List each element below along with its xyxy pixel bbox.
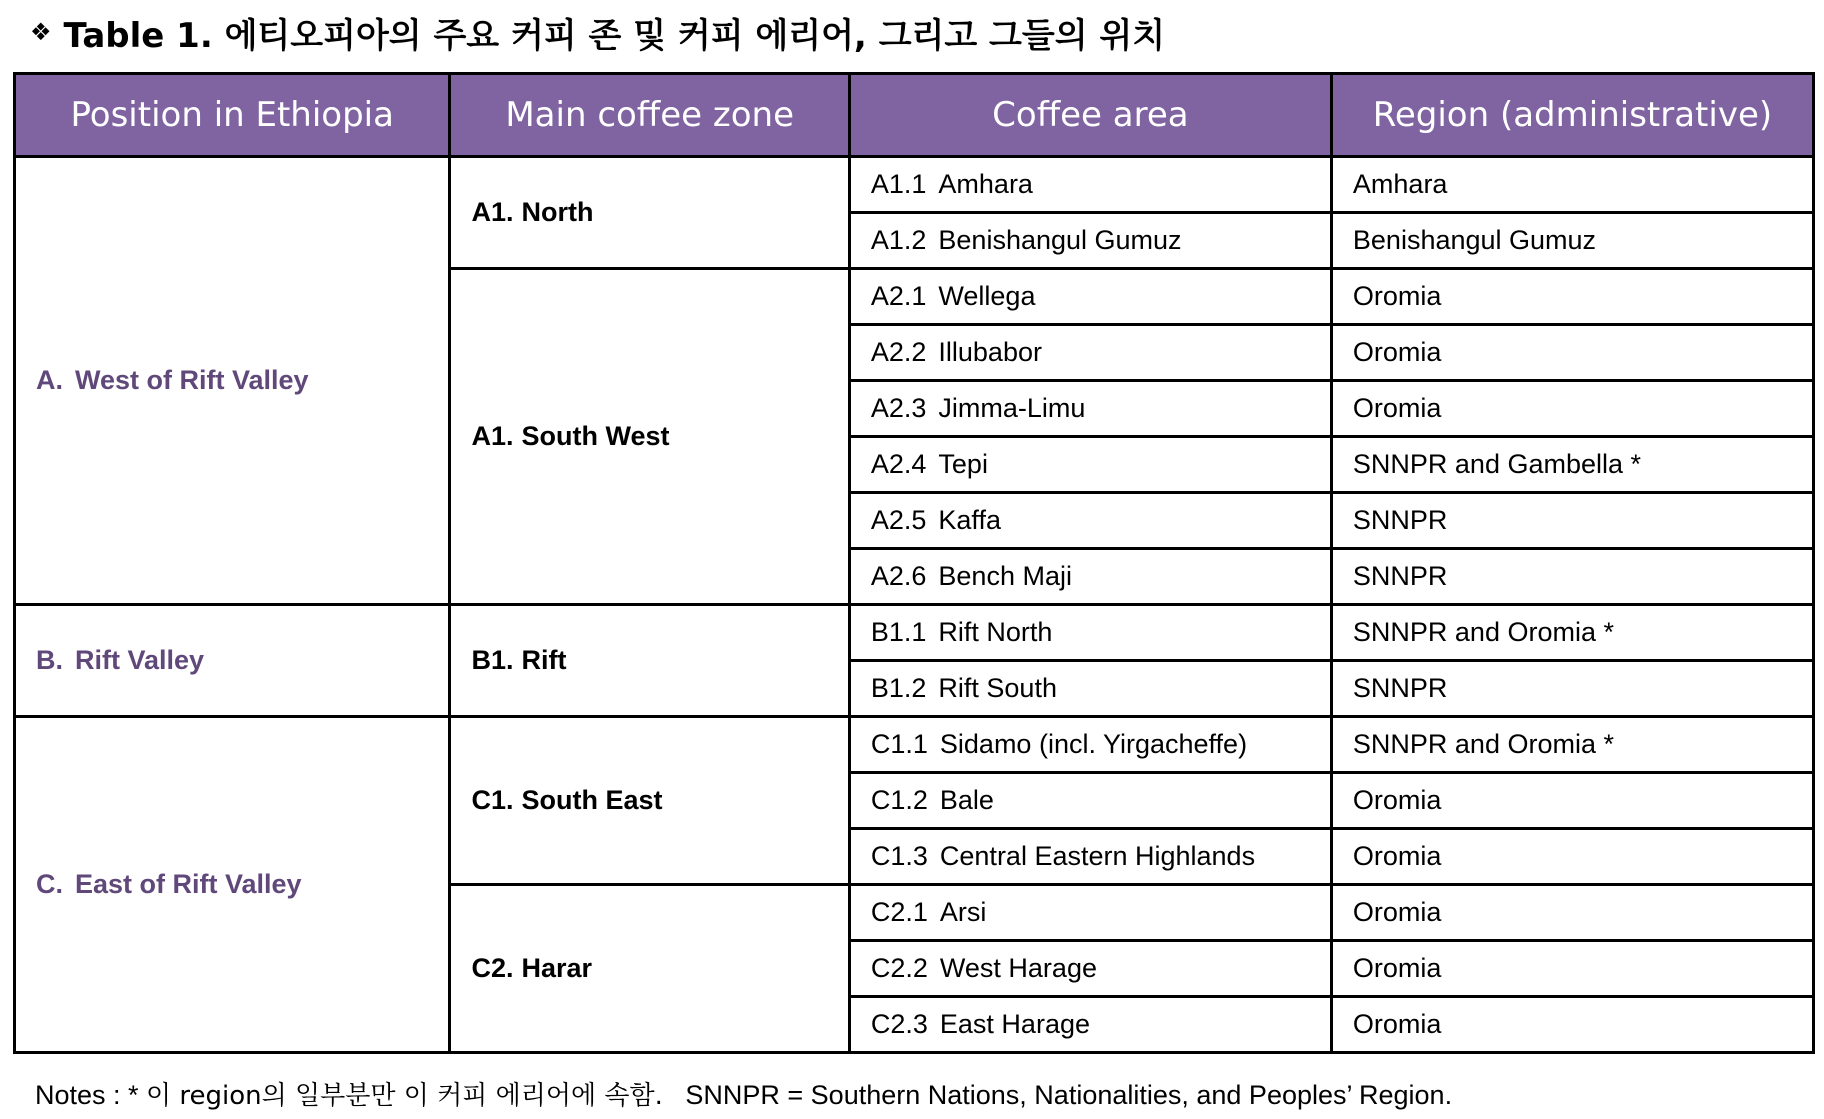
area-name: Tepi xyxy=(938,449,988,479)
region-cell: SNNPR xyxy=(1331,661,1813,717)
table-title: Table 1. 에티오피아의 주요 커피 존 및 커피 에리어, 그리고 그들의 위치 xyxy=(63,15,1166,56)
area-code: B1.1 xyxy=(870,617,927,647)
header-region: Region (administrative) xyxy=(1331,74,1813,157)
zone-code: B1. xyxy=(471,645,514,675)
area-cell xyxy=(849,997,1331,1053)
diamond-bullet-icon: ❖ xyxy=(30,18,52,46)
area-name: Jimma-Limu xyxy=(938,393,1086,423)
position-code: A. xyxy=(36,365,63,395)
region-cell: Oromia xyxy=(1331,885,1813,941)
area-code: B1.2 xyxy=(870,673,927,703)
region-cell: SNNPR and Gambella * xyxy=(1331,437,1813,493)
zone-cell xyxy=(450,157,849,269)
area-name: West Harage xyxy=(939,953,1097,983)
area-cell xyxy=(849,885,1331,941)
area-name: Bench Maji xyxy=(938,561,1072,591)
zone-code: C1. xyxy=(471,785,514,815)
region-cell: Amhara xyxy=(1331,157,1813,213)
position-code: B. xyxy=(36,645,63,675)
zone-name: South West xyxy=(521,421,670,451)
area-code: A2.5 xyxy=(870,505,927,535)
zone-code: A1. xyxy=(471,421,514,451)
region-cell: Oromia xyxy=(1331,325,1813,381)
area-code: A1.1 xyxy=(870,169,927,199)
table-caption xyxy=(30,12,1166,56)
header-position: Position in Ethiopia xyxy=(15,74,450,157)
zone-cell xyxy=(450,269,849,605)
area-name: Benishangul Gumuz xyxy=(938,225,1182,255)
region-cell: Oromia xyxy=(1331,829,1813,885)
position-cell xyxy=(15,717,450,1053)
header-coffee-area: Coffee area xyxy=(849,74,1331,157)
notes-korean: 이 region의 일부분만 이 커피 에리어에 속함. xyxy=(146,1081,663,1111)
table-row xyxy=(15,157,1814,213)
area-cell xyxy=(849,717,1331,773)
position-name: Rift Valley xyxy=(75,645,205,675)
area-name: Rift South xyxy=(938,673,1057,703)
region-cell: SNNPR and Oromia * xyxy=(1331,605,1813,661)
area-code: A2.1 xyxy=(870,281,927,311)
zone-name: Rift xyxy=(521,645,567,675)
area-name: Bale xyxy=(939,785,994,815)
area-cell xyxy=(849,437,1331,493)
zone-code: C2. xyxy=(471,953,514,983)
region-cell: SNNPR xyxy=(1331,493,1813,549)
area-name: Arsi xyxy=(939,897,987,927)
notes-prefix: Notes : * xyxy=(35,1080,147,1110)
area-name: Kaffa xyxy=(938,505,1001,535)
notes-abbreviation: SNNPR = Southern Nations, Nationalities, and Peoples’ Region. xyxy=(685,1080,1453,1110)
zone-cell xyxy=(450,605,849,717)
area-code: A1.2 xyxy=(870,225,927,255)
zone-code: A1. xyxy=(471,197,514,227)
area-cell xyxy=(849,325,1331,381)
zone-name: North xyxy=(521,197,594,227)
area-name: East Harage xyxy=(939,1009,1090,1039)
area-code: A2.4 xyxy=(870,449,927,479)
area-cell xyxy=(849,661,1331,717)
region-cell: Benishangul Gumuz xyxy=(1331,213,1813,269)
area-name: Rift North xyxy=(938,617,1053,647)
area-cell xyxy=(849,941,1331,997)
zone-cell xyxy=(450,717,849,885)
area-name: Sidamo (incl. Yirgacheffe) xyxy=(939,729,1248,759)
position-name: West of Rift Valley xyxy=(75,365,309,395)
area-cell xyxy=(849,213,1331,269)
zone-cell xyxy=(450,885,849,1053)
region-cell: SNNPR and Oromia * xyxy=(1331,717,1813,773)
area-name: Wellega xyxy=(938,281,1036,311)
region-cell: Oromia xyxy=(1331,773,1813,829)
area-cell xyxy=(849,493,1331,549)
position-code: C. xyxy=(36,869,63,899)
area-code: C1.3 xyxy=(870,841,928,871)
position-cell xyxy=(15,605,450,717)
area-cell xyxy=(849,773,1331,829)
table-row xyxy=(15,605,1814,661)
region-cell: Oromia xyxy=(1331,381,1813,437)
area-cell xyxy=(849,829,1331,885)
area-code: A2.2 xyxy=(870,337,927,367)
zone-name: South East xyxy=(521,785,663,815)
area-name: Central Eastern Highlands xyxy=(939,841,1256,871)
area-code: C2.2 xyxy=(870,953,928,983)
position-cell xyxy=(15,157,450,605)
area-code: A2.3 xyxy=(870,393,927,423)
region-cell: Oromia xyxy=(1331,997,1813,1053)
area-cell xyxy=(849,269,1331,325)
region-cell: Oromia xyxy=(1331,941,1813,997)
area-code: C1.2 xyxy=(870,785,928,815)
table-row xyxy=(15,717,1814,773)
header-main-zone: Main coffee zone xyxy=(450,74,849,157)
area-cell xyxy=(849,157,1331,213)
area-cell xyxy=(849,605,1331,661)
area-code: C2.3 xyxy=(870,1009,928,1039)
area-name: Illubabor xyxy=(938,337,1042,367)
area-code: C2.1 xyxy=(870,897,928,927)
area-cell xyxy=(849,381,1331,437)
area-code: C1.1 xyxy=(870,729,928,759)
zone-name: Harar xyxy=(521,953,593,983)
area-name: Amhara xyxy=(938,169,1033,199)
area-code: A2.6 xyxy=(870,561,927,591)
coffee-zones-table xyxy=(13,72,1815,1054)
table-notes xyxy=(35,1075,1452,1112)
region-cell: Oromia xyxy=(1331,269,1813,325)
header-row xyxy=(15,74,1814,157)
area-cell xyxy=(849,549,1331,605)
region-cell: SNNPR xyxy=(1331,549,1813,605)
position-name: East of Rift Valley xyxy=(75,869,302,899)
